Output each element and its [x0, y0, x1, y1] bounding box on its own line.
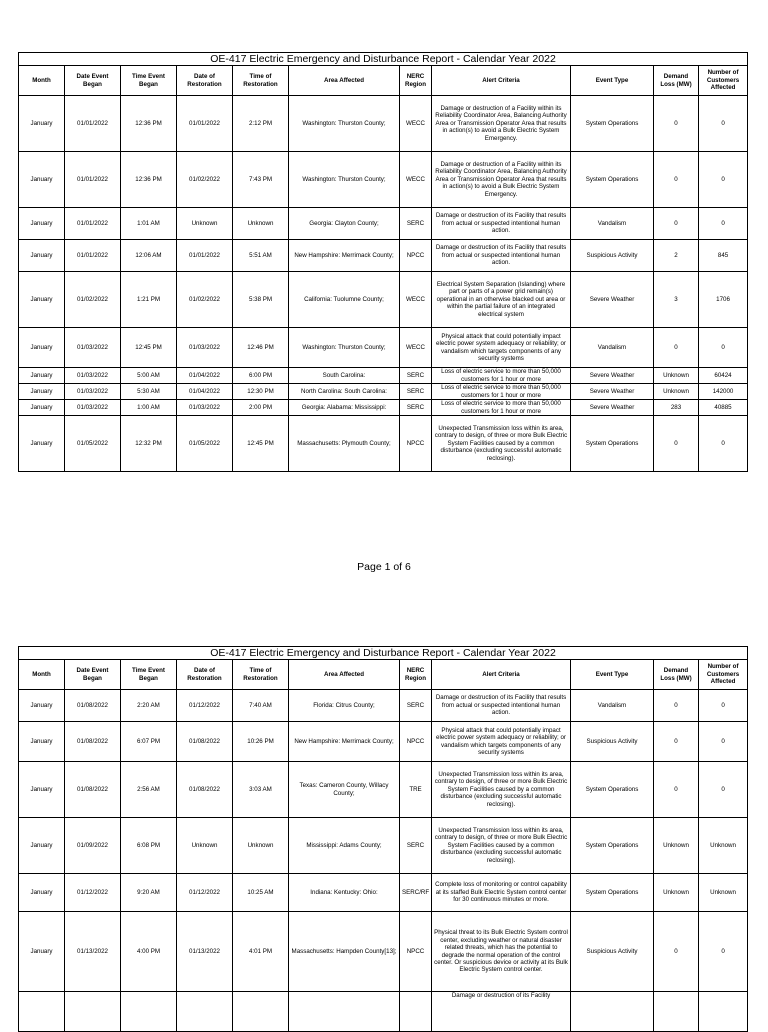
- col-header: Month: [19, 660, 65, 690]
- customers-cell: 40885: [699, 400, 748, 416]
- nerc-region-cell: NPCC: [400, 722, 432, 762]
- area-cell: Florida: Citrus County;: [289, 690, 400, 722]
- restoration-date-cell: 01/08/2022: [177, 762, 233, 818]
- alert-criteria-cell: Damage or destruction of its Facility: [432, 992, 571, 1032]
- alert-criteria-cell: Physical attack that could potentially impact electric power system adequacy or reliability; or vandalism which targets components of any security systems: [432, 328, 571, 368]
- alert-criteria-cell: Unexpected Transmission loss within its area, contrary to design, of three or more Bulk Electric System Facilities caused by a common disturbance (excluding successful automatic reclosing).: [432, 762, 571, 818]
- event-type-cell: System Operations: [571, 762, 654, 818]
- alert-criteria-cell: Physical attack that could potentially impact electric power system adequacy or reliability; or vandalism which targets components of any security systems: [432, 722, 571, 762]
- month-cell: January: [19, 240, 65, 272]
- col-header: Time Event Began: [121, 660, 177, 690]
- time-began-cell: 5:30 AM: [121, 384, 177, 400]
- restoration-time-cell: 4:01 PM: [233, 912, 289, 992]
- report-table: [18, 646, 748, 1032]
- nerc-region-cell: SERC: [400, 208, 432, 240]
- month-cell: [19, 992, 65, 1032]
- customers-cell: [699, 992, 748, 1032]
- date-began-cell: 01/01/2022: [65, 240, 121, 272]
- month-cell: January: [19, 722, 65, 762]
- customers-cell: 845: [699, 240, 748, 272]
- header-row: [19, 66, 748, 96]
- table-row: [19, 368, 748, 384]
- demand-loss-cell: 0: [654, 328, 699, 368]
- nerc-region-cell: WECC: [400, 152, 432, 208]
- customers-cell: 0: [699, 762, 748, 818]
- restoration-date-cell: 01/01/2022: [177, 96, 233, 152]
- month-cell: January: [19, 272, 65, 328]
- date-began-cell: 01/01/2022: [65, 208, 121, 240]
- page-number: Page 1 of 6: [357, 561, 411, 573]
- table-row: [19, 818, 748, 874]
- restoration-date-cell: [177, 992, 233, 1032]
- area-cell: South Carolina:: [289, 368, 400, 384]
- time-began-cell: 1:01 AM: [121, 208, 177, 240]
- time-began-cell: 12:06 AM: [121, 240, 177, 272]
- demand-loss-cell: 0: [654, 912, 699, 992]
- nerc-region-cell: SERC: [400, 818, 432, 874]
- time-began-cell: 1:00 AM: [121, 400, 177, 416]
- customers-cell: 0: [699, 208, 748, 240]
- nerc-region-cell: SERC: [400, 400, 432, 416]
- nerc-region-cell: WECC: [400, 272, 432, 328]
- date-began-cell: 01/12/2022: [65, 874, 121, 912]
- time-began-cell: 5:00 AM: [121, 368, 177, 384]
- event-type-cell: System Operations: [571, 874, 654, 912]
- restoration-time-cell: 7:40 AM: [233, 690, 289, 722]
- month-cell: January: [19, 818, 65, 874]
- demand-loss-cell: 283: [654, 400, 699, 416]
- time-began-cell: 6:07 PM: [121, 722, 177, 762]
- table-row: [19, 992, 748, 1032]
- nerc-region-cell: WECC: [400, 96, 432, 152]
- alert-criteria-cell: Unexpected Transmission loss within its area, contrary to design, of three or more Bulk Electric System Facilities caused by a common disturbance (excluding successful automatic reclosing).: [432, 416, 571, 472]
- table-row: [19, 328, 748, 368]
- col-header: Area Affected: [289, 660, 400, 690]
- alert-criteria-cell: Loss of electric service to more than 50,000 customers for 1 hour or more: [432, 368, 571, 384]
- col-header: NERC Region: [400, 66, 432, 96]
- col-header: Date Event Began: [65, 660, 121, 690]
- area-cell: [289, 992, 400, 1032]
- restoration-time-cell: 10:26 PM: [233, 722, 289, 762]
- time-began-cell: 12:36 PM: [121, 152, 177, 208]
- date-began-cell: 01/03/2022: [65, 328, 121, 368]
- date-began-cell: 01/03/2022: [65, 368, 121, 384]
- nerc-region-cell: SERC: [400, 384, 432, 400]
- alert-criteria-cell: Damage or destruction of its Facility that results from actual or suspected intentional human action.: [432, 690, 571, 722]
- area-cell: Massachusetts: Hampden County[13];: [289, 912, 400, 992]
- demand-loss-cell: Unknown: [654, 384, 699, 400]
- event-type-cell: Severe Weather: [571, 368, 654, 384]
- area-cell: Mississippi: Adams County;: [289, 818, 400, 874]
- area-cell: Washington: Thurston County;: [289, 328, 400, 368]
- demand-loss-cell: 0: [654, 762, 699, 818]
- restoration-time-cell: 12:30 PM: [233, 384, 289, 400]
- restoration-time-cell: 2:00 PM: [233, 400, 289, 416]
- col-header: Alert Criteria: [432, 66, 571, 96]
- report-title: OE-417 Electric Emergency and Disturbance Report - Calendar Year 2022: [19, 53, 748, 66]
- event-type-cell: Suspicious Activity: [571, 240, 654, 272]
- col-header: Time of Restoration: [233, 66, 289, 96]
- nerc-region-cell: NPCC: [400, 912, 432, 992]
- month-cell: January: [19, 762, 65, 818]
- alert-criteria-cell: Electrical System Separation (Islanding) where part or parts of a power grid remain(s) operational in an otherwise blacked out area or within the partial failure of an integrated electrical system: [432, 272, 571, 328]
- restoration-time-cell: 7:43 PM: [233, 152, 289, 208]
- restoration-time-cell: 2:12 PM: [233, 96, 289, 152]
- table-row: [19, 874, 748, 912]
- time-began-cell: 4:00 PM: [121, 912, 177, 992]
- nerc-region-cell: [400, 992, 432, 1032]
- restoration-date-cell: 01/04/2022: [177, 384, 233, 400]
- event-type-cell: Severe Weather: [571, 400, 654, 416]
- alert-criteria-cell: Loss of electric service to more than 50,000 customers for 1 hour or more: [432, 400, 571, 416]
- customers-cell: 60424: [699, 368, 748, 384]
- restoration-date-cell: 01/01/2022: [177, 240, 233, 272]
- restoration-date-cell: 01/04/2022: [177, 368, 233, 384]
- col-header: Date Event Began: [65, 66, 121, 96]
- time-began-cell: 12:36 PM: [121, 96, 177, 152]
- event-type-cell: Vandalism: [571, 208, 654, 240]
- date-began-cell: 01/08/2022: [65, 690, 121, 722]
- table-row: [19, 722, 748, 762]
- demand-loss-cell: 0: [654, 208, 699, 240]
- month-cell: January: [19, 690, 65, 722]
- demand-loss-cell: 0: [654, 722, 699, 762]
- customers-cell: 0: [699, 152, 748, 208]
- event-type-cell: System Operations: [571, 152, 654, 208]
- month-cell: January: [19, 400, 65, 416]
- demand-loss-cell: [654, 992, 699, 1032]
- time-began-cell: 2:20 AM: [121, 690, 177, 722]
- table-row: [19, 384, 748, 400]
- customers-cell: 0: [699, 722, 748, 762]
- nerc-region-cell: SERC: [400, 690, 432, 722]
- month-cell: January: [19, 912, 65, 992]
- event-type-cell: Severe Weather: [571, 272, 654, 328]
- event-type-cell: [571, 992, 654, 1032]
- alert-criteria-cell: Damage or destruction of a Facility within its Reliability Coordinator Area, Balancing Authority Area or Transmission Operator Area that results in action(s) to avoid a Bulk Electric System Emergency.: [432, 152, 571, 208]
- demand-loss-cell: Unknown: [654, 818, 699, 874]
- date-began-cell: 01/01/2022: [65, 96, 121, 152]
- event-type-cell: Vandalism: [571, 690, 654, 722]
- col-header: Event Type: [571, 66, 654, 96]
- event-type-cell: Suspicious Activity: [571, 912, 654, 992]
- demand-loss-cell: 0: [654, 152, 699, 208]
- month-cell: January: [19, 416, 65, 472]
- area-cell: New Hampshire: Merrimack County;: [289, 722, 400, 762]
- restoration-time-cell: 6:00 PM: [233, 368, 289, 384]
- restoration-time-cell: Unknown: [233, 818, 289, 874]
- nerc-region-cell: WECC: [400, 328, 432, 368]
- restoration-date-cell: 01/12/2022: [177, 690, 233, 722]
- area-cell: Washington: Thurston County;: [289, 152, 400, 208]
- event-type-cell: System Operations: [571, 96, 654, 152]
- time-began-cell: 6:08 PM: [121, 818, 177, 874]
- date-began-cell: 01/03/2022: [65, 400, 121, 416]
- col-header: Date of Restoration: [177, 660, 233, 690]
- restoration-date-cell: 01/05/2022: [177, 416, 233, 472]
- date-began-cell: [65, 992, 121, 1032]
- alert-criteria-cell: Physical threat to its Bulk Electric System control center, excluding weather or natural disaster related threats, which has the potential to degrade the normal operation of the control center. Or suspicious device or activity at its Bulk Electric System control center.: [432, 912, 571, 992]
- month-cell: January: [19, 208, 65, 240]
- table-row: [19, 912, 748, 992]
- month-cell: January: [19, 152, 65, 208]
- restoration-date-cell: 01/02/2022: [177, 272, 233, 328]
- col-header: Time of Restoration: [233, 660, 289, 690]
- time-began-cell: 1:21 PM: [121, 272, 177, 328]
- area-cell: Texas: Cameron County, Willacy County;: [289, 762, 400, 818]
- report-table: [18, 52, 748, 472]
- table-row: [19, 400, 748, 416]
- restoration-time-cell: Unknown: [233, 208, 289, 240]
- col-header: Month: [19, 66, 65, 96]
- demand-loss-cell: 2: [654, 240, 699, 272]
- col-header: Demand Loss (MW): [654, 660, 699, 690]
- area-cell: North Carolina: South Carolina:: [289, 384, 400, 400]
- customers-cell: 0: [699, 912, 748, 992]
- nerc-region-cell: NPCC: [400, 416, 432, 472]
- alert-criteria-cell: Damage or destruction of its Facility that results from actual or suspected intentional human action.: [432, 240, 571, 272]
- demand-loss-cell: 3: [654, 272, 699, 328]
- restoration-date-cell: 01/08/2022: [177, 722, 233, 762]
- restoration-time-cell: 10:25 AM: [233, 874, 289, 912]
- event-type-cell: Vandalism: [571, 328, 654, 368]
- col-header: Alert Criteria: [432, 660, 571, 690]
- month-cell: January: [19, 368, 65, 384]
- table-row: [19, 208, 748, 240]
- table-row: [19, 240, 748, 272]
- restoration-date-cell: 01/12/2022: [177, 874, 233, 912]
- customers-cell: Unknown: [699, 818, 748, 874]
- date-began-cell: 01/05/2022: [65, 416, 121, 472]
- col-header: NERC Region: [400, 660, 432, 690]
- area-cell: Washington: Thurston County;: [289, 96, 400, 152]
- col-header: Time Event Began: [121, 66, 177, 96]
- nerc-region-cell: SERC: [400, 368, 432, 384]
- date-began-cell: 01/13/2022: [65, 912, 121, 992]
- col-header: Number of Customers Affected: [699, 660, 748, 690]
- area-cell: Massachusetts: Plymouth County;: [289, 416, 400, 472]
- customers-cell: 0: [699, 96, 748, 152]
- restoration-date-cell: Unknown: [177, 208, 233, 240]
- date-began-cell: 01/03/2022: [65, 384, 121, 400]
- customers-cell: 1706: [699, 272, 748, 328]
- time-began-cell: 2:56 AM: [121, 762, 177, 818]
- restoration-date-cell: 01/13/2022: [177, 912, 233, 992]
- customers-cell: 0: [699, 690, 748, 722]
- col-header: Number of Customers Affected: [699, 66, 748, 96]
- event-type-cell: Suspicious Activity: [571, 722, 654, 762]
- col-header: Date of Restoration: [177, 66, 233, 96]
- time-began-cell: 12:32 PM: [121, 416, 177, 472]
- event-type-cell: Severe Weather: [571, 384, 654, 400]
- month-cell: January: [19, 328, 65, 368]
- table-row: [19, 416, 748, 472]
- customers-cell: 0: [699, 328, 748, 368]
- area-cell: Georgia: Alabama: Mississippi:: [289, 400, 400, 416]
- customers-cell: 142000: [699, 384, 748, 400]
- restoration-time-cell: 12:46 PM: [233, 328, 289, 368]
- time-began-cell: [121, 992, 177, 1032]
- table-row: [19, 272, 748, 328]
- restoration-time-cell: 5:38 PM: [233, 272, 289, 328]
- date-began-cell: 01/08/2022: [65, 722, 121, 762]
- col-header: Event Type: [571, 660, 654, 690]
- restoration-time-cell: 12:45 PM: [233, 416, 289, 472]
- col-header: Demand Loss (MW): [654, 66, 699, 96]
- area-cell: Indiana: Kentucky: Ohio:: [289, 874, 400, 912]
- header-row: [19, 660, 748, 690]
- demand-loss-cell: 0: [654, 416, 699, 472]
- date-began-cell: 01/09/2022: [65, 818, 121, 874]
- month-cell: January: [19, 874, 65, 912]
- nerc-region-cell: TRE: [400, 762, 432, 818]
- table-row: [19, 152, 748, 208]
- alert-criteria-cell: Loss of electric service to more than 50,000 customers for 1 hour or more: [432, 384, 571, 400]
- nerc-region-cell: NPCC: [400, 240, 432, 272]
- area-cell: Georgia: Clayton County;: [289, 208, 400, 240]
- table-row: [19, 690, 748, 722]
- restoration-date-cell: 01/03/2022: [177, 328, 233, 368]
- event-type-cell: System Operations: [571, 818, 654, 874]
- report-title: OE-417 Electric Emergency and Disturbance Report - Calendar Year 2022: [19, 647, 748, 660]
- month-cell: January: [19, 384, 65, 400]
- table-row: [19, 762, 748, 818]
- demand-loss-cell: 0: [654, 690, 699, 722]
- alert-criteria-cell: Complete loss of monitoring or control capability at its staffed Bulk Electric System control center for 30 continuous minutes or more.: [432, 874, 571, 912]
- date-began-cell: 01/02/2022: [65, 272, 121, 328]
- month-cell: January: [19, 96, 65, 152]
- customers-cell: Unknown: [699, 874, 748, 912]
- area-cell: California: Tuolumne County;: [289, 272, 400, 328]
- col-header: Area Affected: [289, 66, 400, 96]
- demand-loss-cell: Unknown: [654, 874, 699, 912]
- time-began-cell: 9:20 AM: [121, 874, 177, 912]
- table-row: [19, 96, 748, 152]
- date-began-cell: 01/08/2022: [65, 762, 121, 818]
- demand-loss-cell: 0: [654, 96, 699, 152]
- restoration-time-cell: 5:51 AM: [233, 240, 289, 272]
- restoration-time-cell: 3:03 AM: [233, 762, 289, 818]
- restoration-date-cell: 01/03/2022: [177, 400, 233, 416]
- event-type-cell: System Operations: [571, 416, 654, 472]
- date-began-cell: 01/01/2022: [65, 152, 121, 208]
- alert-criteria-cell: Damage or destruction of a Facility within its Reliability Coordinator Area, Balancing Authority Area or Transmission Operator Area that results in action(s) to avoid a Bulk Electric System Emergency.: [432, 96, 571, 152]
- area-cell: New Hampshire: Merrimack County;: [289, 240, 400, 272]
- demand-loss-cell: Unknown: [654, 368, 699, 384]
- restoration-date-cell: 01/02/2022: [177, 152, 233, 208]
- customers-cell: 0: [699, 416, 748, 472]
- restoration-time-cell: [233, 992, 289, 1032]
- time-began-cell: 12:45 PM: [121, 328, 177, 368]
- restoration-date-cell: Unknown: [177, 818, 233, 874]
- nerc-region-cell: SERC/RF: [400, 874, 432, 912]
- alert-criteria-cell: Damage or destruction of its Facility that results from actual or suspected intentional human action.: [432, 208, 571, 240]
- alert-criteria-cell: Unexpected Transmission loss within its area, contrary to design, of three or more Bulk Electric System Facilities caused by a common disturbance (excluding successful automatic reclosing).: [432, 818, 571, 874]
